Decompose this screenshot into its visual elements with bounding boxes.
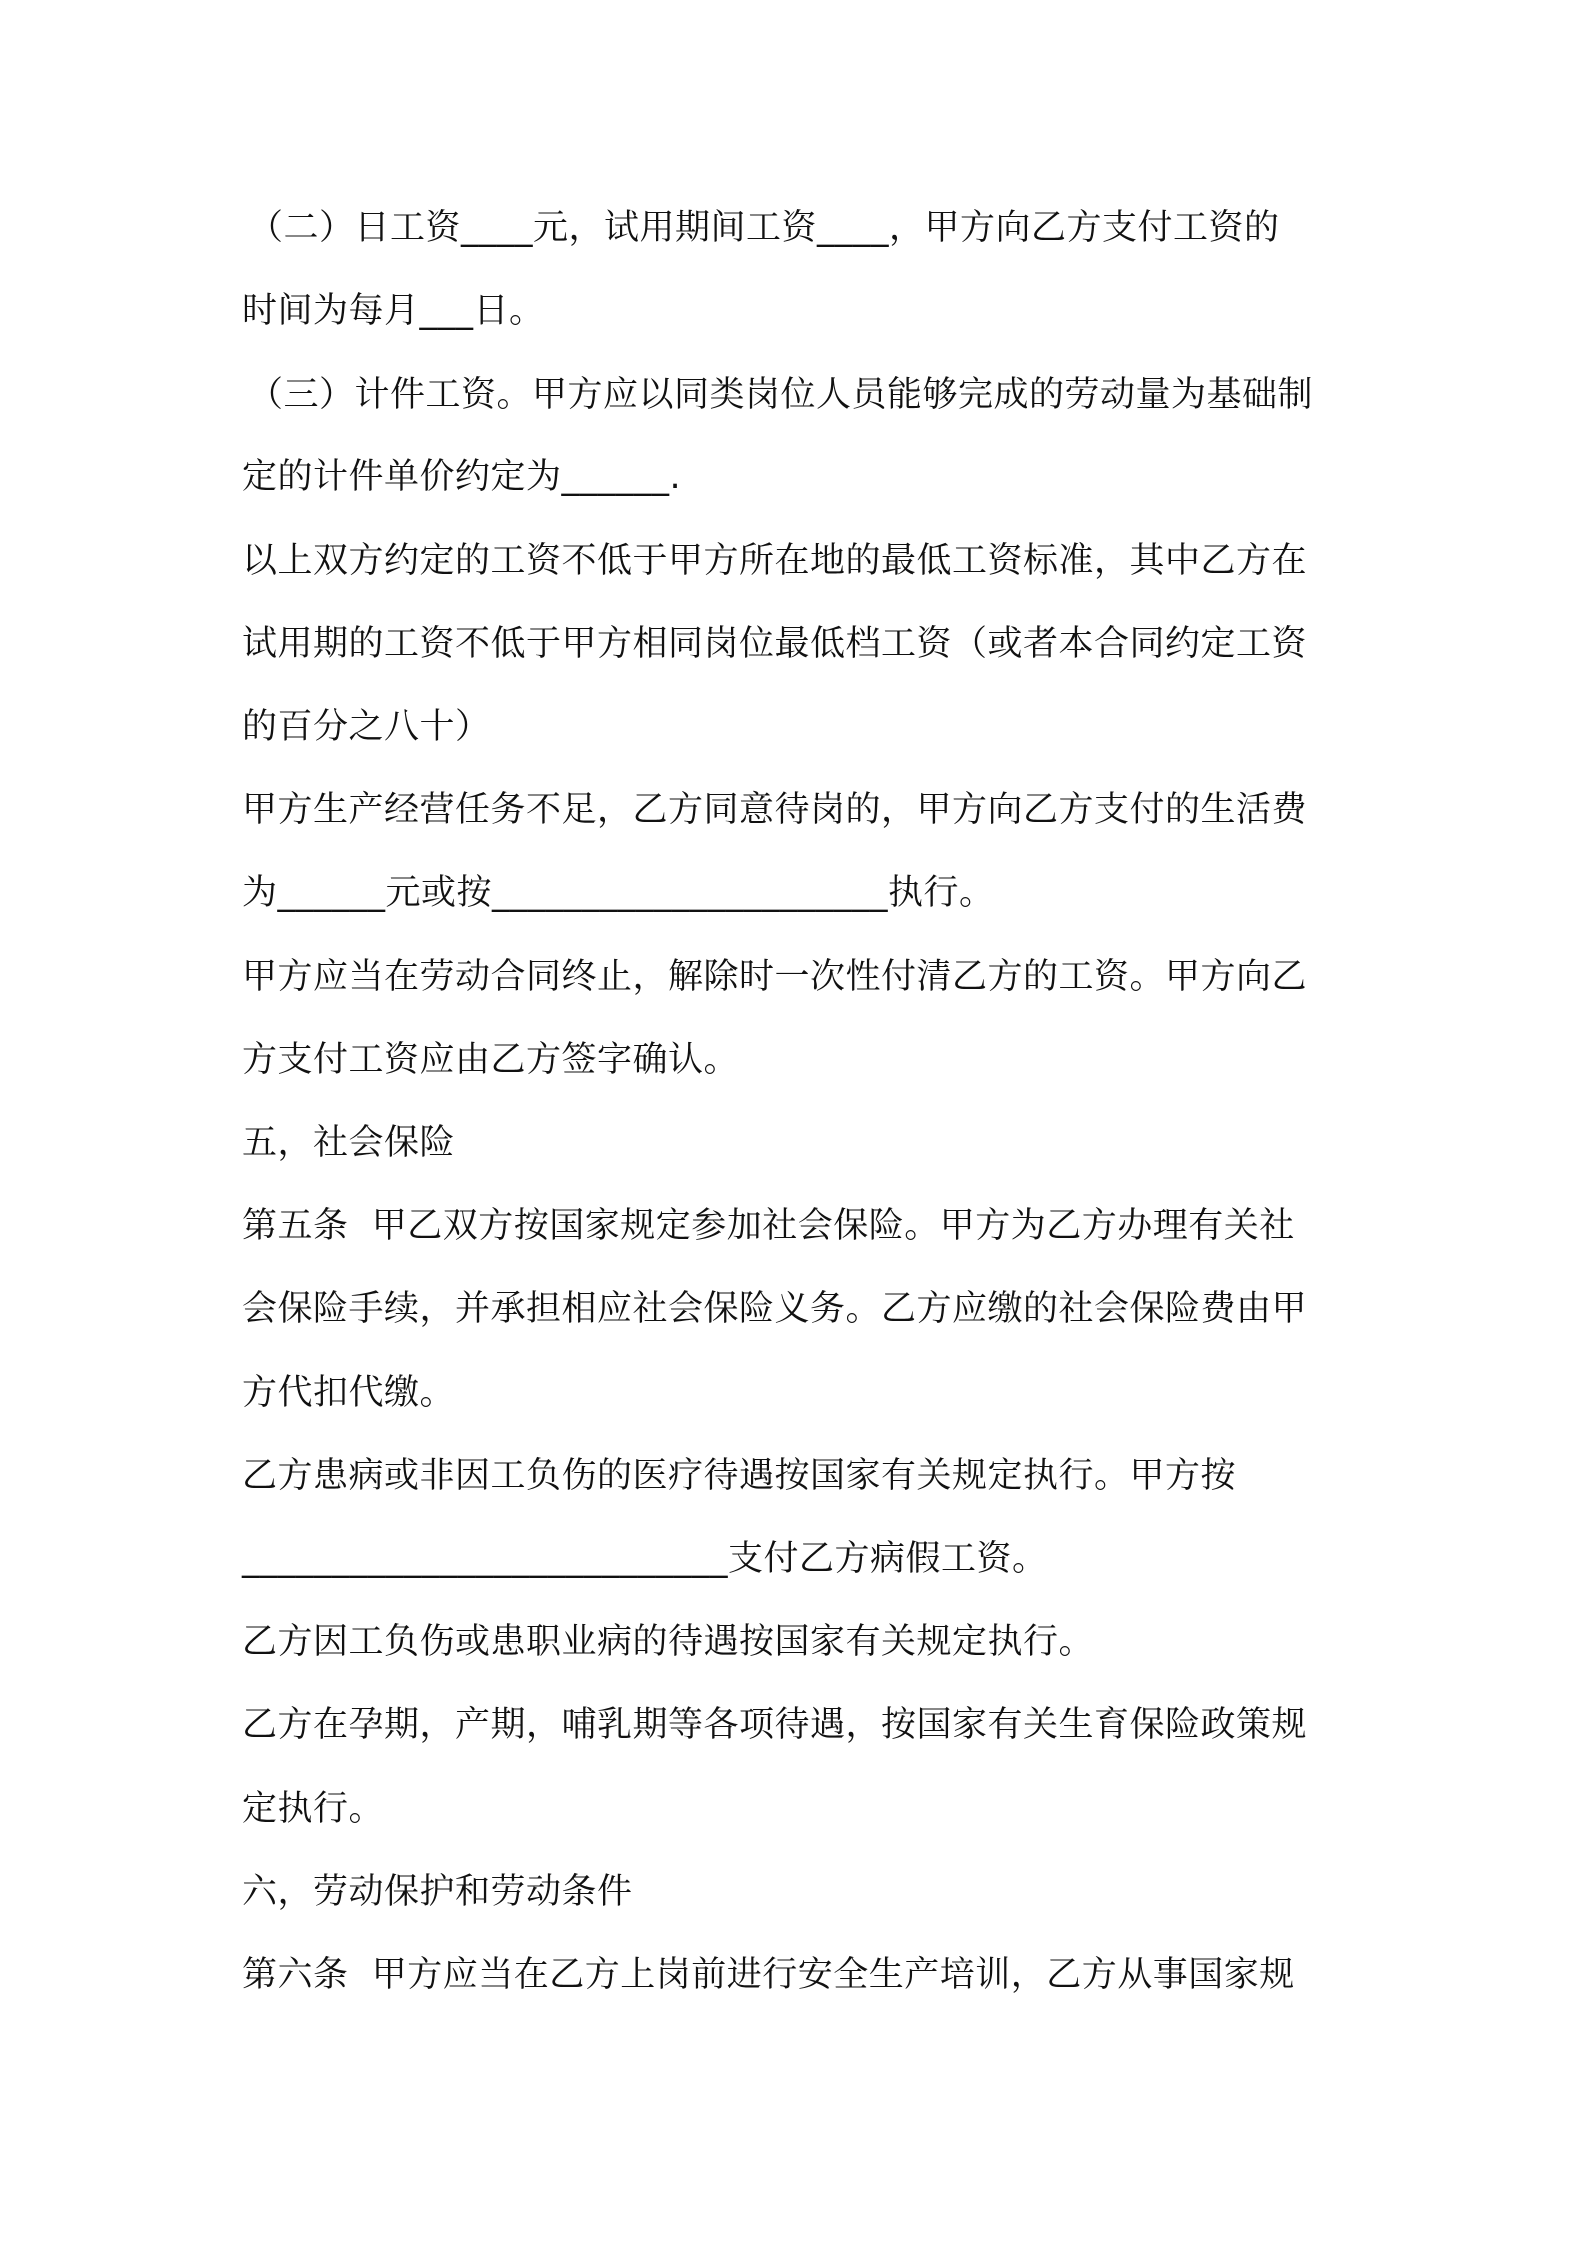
article-5-line-2: 会保险手续，并承担相应社会保险义务。乙方应缴的社会保险费由甲: [242, 1289, 1308, 1329]
paragraph-maternity-line-2: 定执行。: [242, 1789, 385, 1829]
paragraph-min-wage-line-1: 以上双方约定的工资不低于甲方所在地的最低工资标准，其中乙方在: [242, 541, 1308, 581]
paragraph-min-wage-line-3: 的百分之八十）: [242, 707, 491, 747]
paragraph-maternity-line-1: 乙方在孕期，产期，哺乳期等各项待遇，按国家有关生育保险政策规: [242, 1705, 1308, 1745]
paragraph-min-wage-line-2: 试用期的工资不低于甲方相同岗位最低档工资（或者本合同约定工资: [242, 624, 1308, 664]
paragraph-piece-wage-line-2: 定的计件单价约定为______.: [242, 457, 682, 497]
paragraph-work-injury: 乙方因工负伤或患职业病的待遇按国家有关规定执行。: [242, 1622, 1095, 1662]
paragraph-piece-wage-line-1: （三）计件工资。甲方应以同类岗位人员能够完成的劳动量为基础制: [248, 375, 1314, 415]
paragraph-sick-leave-line-2: ___________________________支付乙方病假工资。: [242, 1539, 1048, 1579]
section-heading-social-insurance: 五，社会保险: [242, 1123, 456, 1163]
article-5-line-1: 第五条 甲乙双方按国家规定参加社会保险。甲方为乙方办理有关社: [242, 1206, 1295, 1246]
paragraph-termination-pay-line-2: 方支付工资应由乙方签字确认。: [242, 1040, 740, 1080]
paragraph-termination-pay-line-1: 甲方应当在劳动合同终止，解除时一次性付清乙方的工资。甲方向乙: [242, 957, 1308, 997]
paragraph-standby-line-1: 甲方生产经营任务不足，乙方同意待岗的，甲方向乙方支付的生活费: [242, 790, 1308, 830]
section-heading-labor-protection: 六，劳动保护和劳动条件: [242, 1872, 633, 1912]
article-6-line-1: 第六条 甲方应当在乙方上岗前进行安全生产培训，乙方从事国家规: [242, 1955, 1295, 1995]
article-5-line-3: 方代扣代缴。: [242, 1373, 456, 1413]
paragraph-daily-wage-line-2: 时间为每月___日。: [242, 291, 545, 331]
paragraph-standby-line-2: 为______元或按______________________执行。: [242, 873, 995, 913]
paragraph-daily-wage-line-1: （二）日工资____元，试用期间工资____，甲方向乙方支付工资的: [248, 208, 1280, 248]
paragraph-sick-leave-line-1: 乙方患病或非因工负伤的医疗待遇按国家有关规定执行。甲方按: [242, 1456, 1237, 1496]
